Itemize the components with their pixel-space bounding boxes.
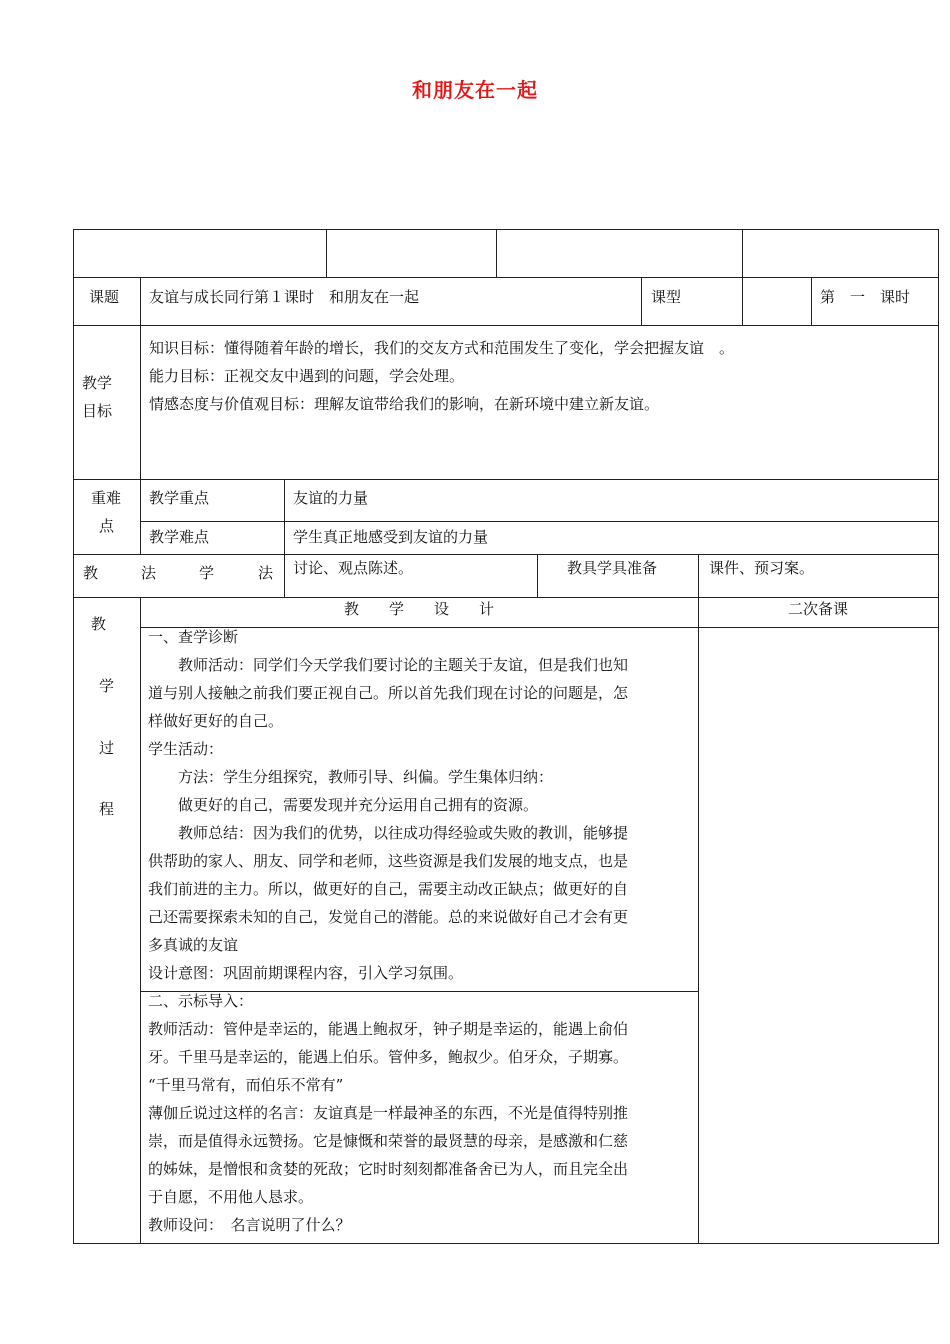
- process-label-char: 过: [99, 739, 115, 757]
- paragraph-line: 教师总结：因为我们的优势，以往成功得经验或失败的教训，能够提: [178, 824, 629, 842]
- focus-label: 教学重点: [149, 489, 210, 507]
- process-label-char: 教: [91, 615, 107, 633]
- section-1: [148, 623, 628, 987]
- process-label-char: 程: [99, 800, 115, 818]
- row-divider: [73, 597, 939, 598]
- page-title: 和朋友在一起: [412, 78, 538, 102]
- row-divider: [73, 479, 939, 480]
- tools-label: 教具学具准备: [567, 559, 658, 577]
- table-border-top: [73, 229, 939, 230]
- col-divider: [641, 277, 642, 325]
- section-heading: 一、查学诊断: [148, 628, 239, 646]
- table-border-right: [938, 229, 939, 1244]
- paragraph-line: 薄伽丘说过这样的名言：友谊真是一样最神圣的东西，不光是值得特别推: [148, 1104, 629, 1122]
- paragraph-line: 己还需要探索未知的自己，发觉自己的潜能。总的来说做好自己才会有更: [148, 908, 629, 926]
- col-divider: [496, 229, 497, 277]
- section-heading: 二、示标导入：: [148, 992, 254, 1010]
- row-divider: [140, 521, 939, 522]
- process-label-char: 学: [99, 677, 115, 695]
- goals-label: 目标: [82, 402, 113, 420]
- methods-label-char: 学: [199, 564, 215, 582]
- paragraph-line: 教师活动：管仲是幸运的，能遇上鲍叔牙，钟子期是幸运的，能遇上俞伯: [148, 1020, 629, 1038]
- focus-value: 友谊的力量: [293, 489, 369, 507]
- difficulty-label: 教学难点: [149, 528, 210, 546]
- paragraph-line: 设计意图：巩固前期课程内容，引入学习氛围。: [148, 964, 464, 982]
- paragraph-line: 做更好的自己，需要发现并充分运用自己拥有的资源。: [178, 796, 539, 814]
- difficulty-value: 学生真正地感受到友谊的力量: [293, 528, 489, 546]
- topic-label: 课题: [89, 288, 120, 306]
- col-divider: [140, 597, 141, 1244]
- row-divider: [73, 325, 939, 326]
- tools-value: 课件、预习案。: [709, 559, 815, 577]
- methods-label-char: 法: [141, 564, 157, 582]
- goals-label: 教学: [82, 374, 113, 392]
- col-divider: [326, 229, 327, 277]
- methods-label-char: 法: [258, 564, 274, 582]
- col-divider: [811, 277, 812, 325]
- paragraph-line: 多真诚的友谊: [148, 936, 239, 954]
- design-header: 教 学 设 计: [343, 600, 494, 618]
- period-value: 第 一 课时: [820, 288, 911, 306]
- paragraph-line: “千里马常有，而伯乐不常有”: [148, 1076, 344, 1094]
- knowledge-goal: 知识目标：懂得随着年龄的增长，我们的交友方式和范围发生了变化，学会把握友谊 。: [149, 339, 735, 357]
- col-divider: [698, 554, 699, 1244]
- paragraph-line: 样做好更好的自己。: [148, 712, 284, 730]
- paragraph-line: 学生活动：: [148, 740, 224, 758]
- section-2: [148, 987, 628, 1239]
- topic-value: 友谊与成长同行第１课时 和朋友在一起: [149, 288, 420, 306]
- row-divider: [73, 554, 939, 555]
- table-border-left: [73, 229, 74, 1244]
- paragraph-line: 牙。千里马是幸运的，能遇上伯乐。管仲多，鲍叔少。伯牙众，子期寡。: [148, 1048, 629, 1066]
- paragraph-line: 方法：学生分组探究，教师引导、纠偏。学生集体归纳：: [178, 768, 554, 786]
- keypoints-label: 点: [99, 517, 115, 535]
- row-divider: [73, 277, 939, 278]
- paragraph-line: 于自愿，不用他人恳求。: [148, 1188, 314, 1206]
- col-divider: [140, 479, 141, 554]
- table-border-bottom: [73, 1243, 939, 1244]
- ability-goal: 能力目标：正视交友中遇到的问题，学会处理。: [149, 367, 465, 385]
- paragraph-line: 道与别人接触之前我们要正视自己。所以首先我们现在讨论的问题是，怎: [148, 684, 629, 702]
- paragraph-line: 供帮助的家人、朋友、同学和老师，这些资源是我们发展的地支点，也是: [148, 852, 629, 870]
- emotion-goal: 情感态度与价值观目标：理解友谊带给我们的影响，在新环境中建立新友谊。: [149, 395, 660, 413]
- paragraph-line: 崇，而是值得永远赞扬。它是慷慨和荣誉的最贤慧的母亲，是感激和仁慈: [148, 1132, 629, 1150]
- paragraph-line: 教师活动：同学们今天学我们要讨论的主题关于友谊，但是我们也知: [178, 656, 629, 674]
- paragraph-line: 的姊妹，是憎恨和贪婪的死敌；它时时刻刻都准备舍已为人，而且完全出: [148, 1160, 629, 1178]
- paragraph-line: 教师设问： 名言说明了什么？: [148, 1216, 351, 1234]
- col-divider: [742, 229, 743, 326]
- lesson-type-label: 课型: [651, 288, 682, 306]
- second-prep-header: 二次备课: [787, 600, 848, 618]
- col-divider: [537, 554, 538, 597]
- methods-label-char: 教: [83, 564, 99, 582]
- col-divider: [140, 277, 141, 480]
- paragraph-line: 我们前进的主力。所以，做更好的自己，需要主动改正缺点；做更好的自: [148, 880, 629, 898]
- keypoints-label: 重难: [91, 489, 122, 507]
- methods-value: 讨论、观点陈述。: [293, 559, 414, 577]
- col-divider: [284, 479, 285, 598]
